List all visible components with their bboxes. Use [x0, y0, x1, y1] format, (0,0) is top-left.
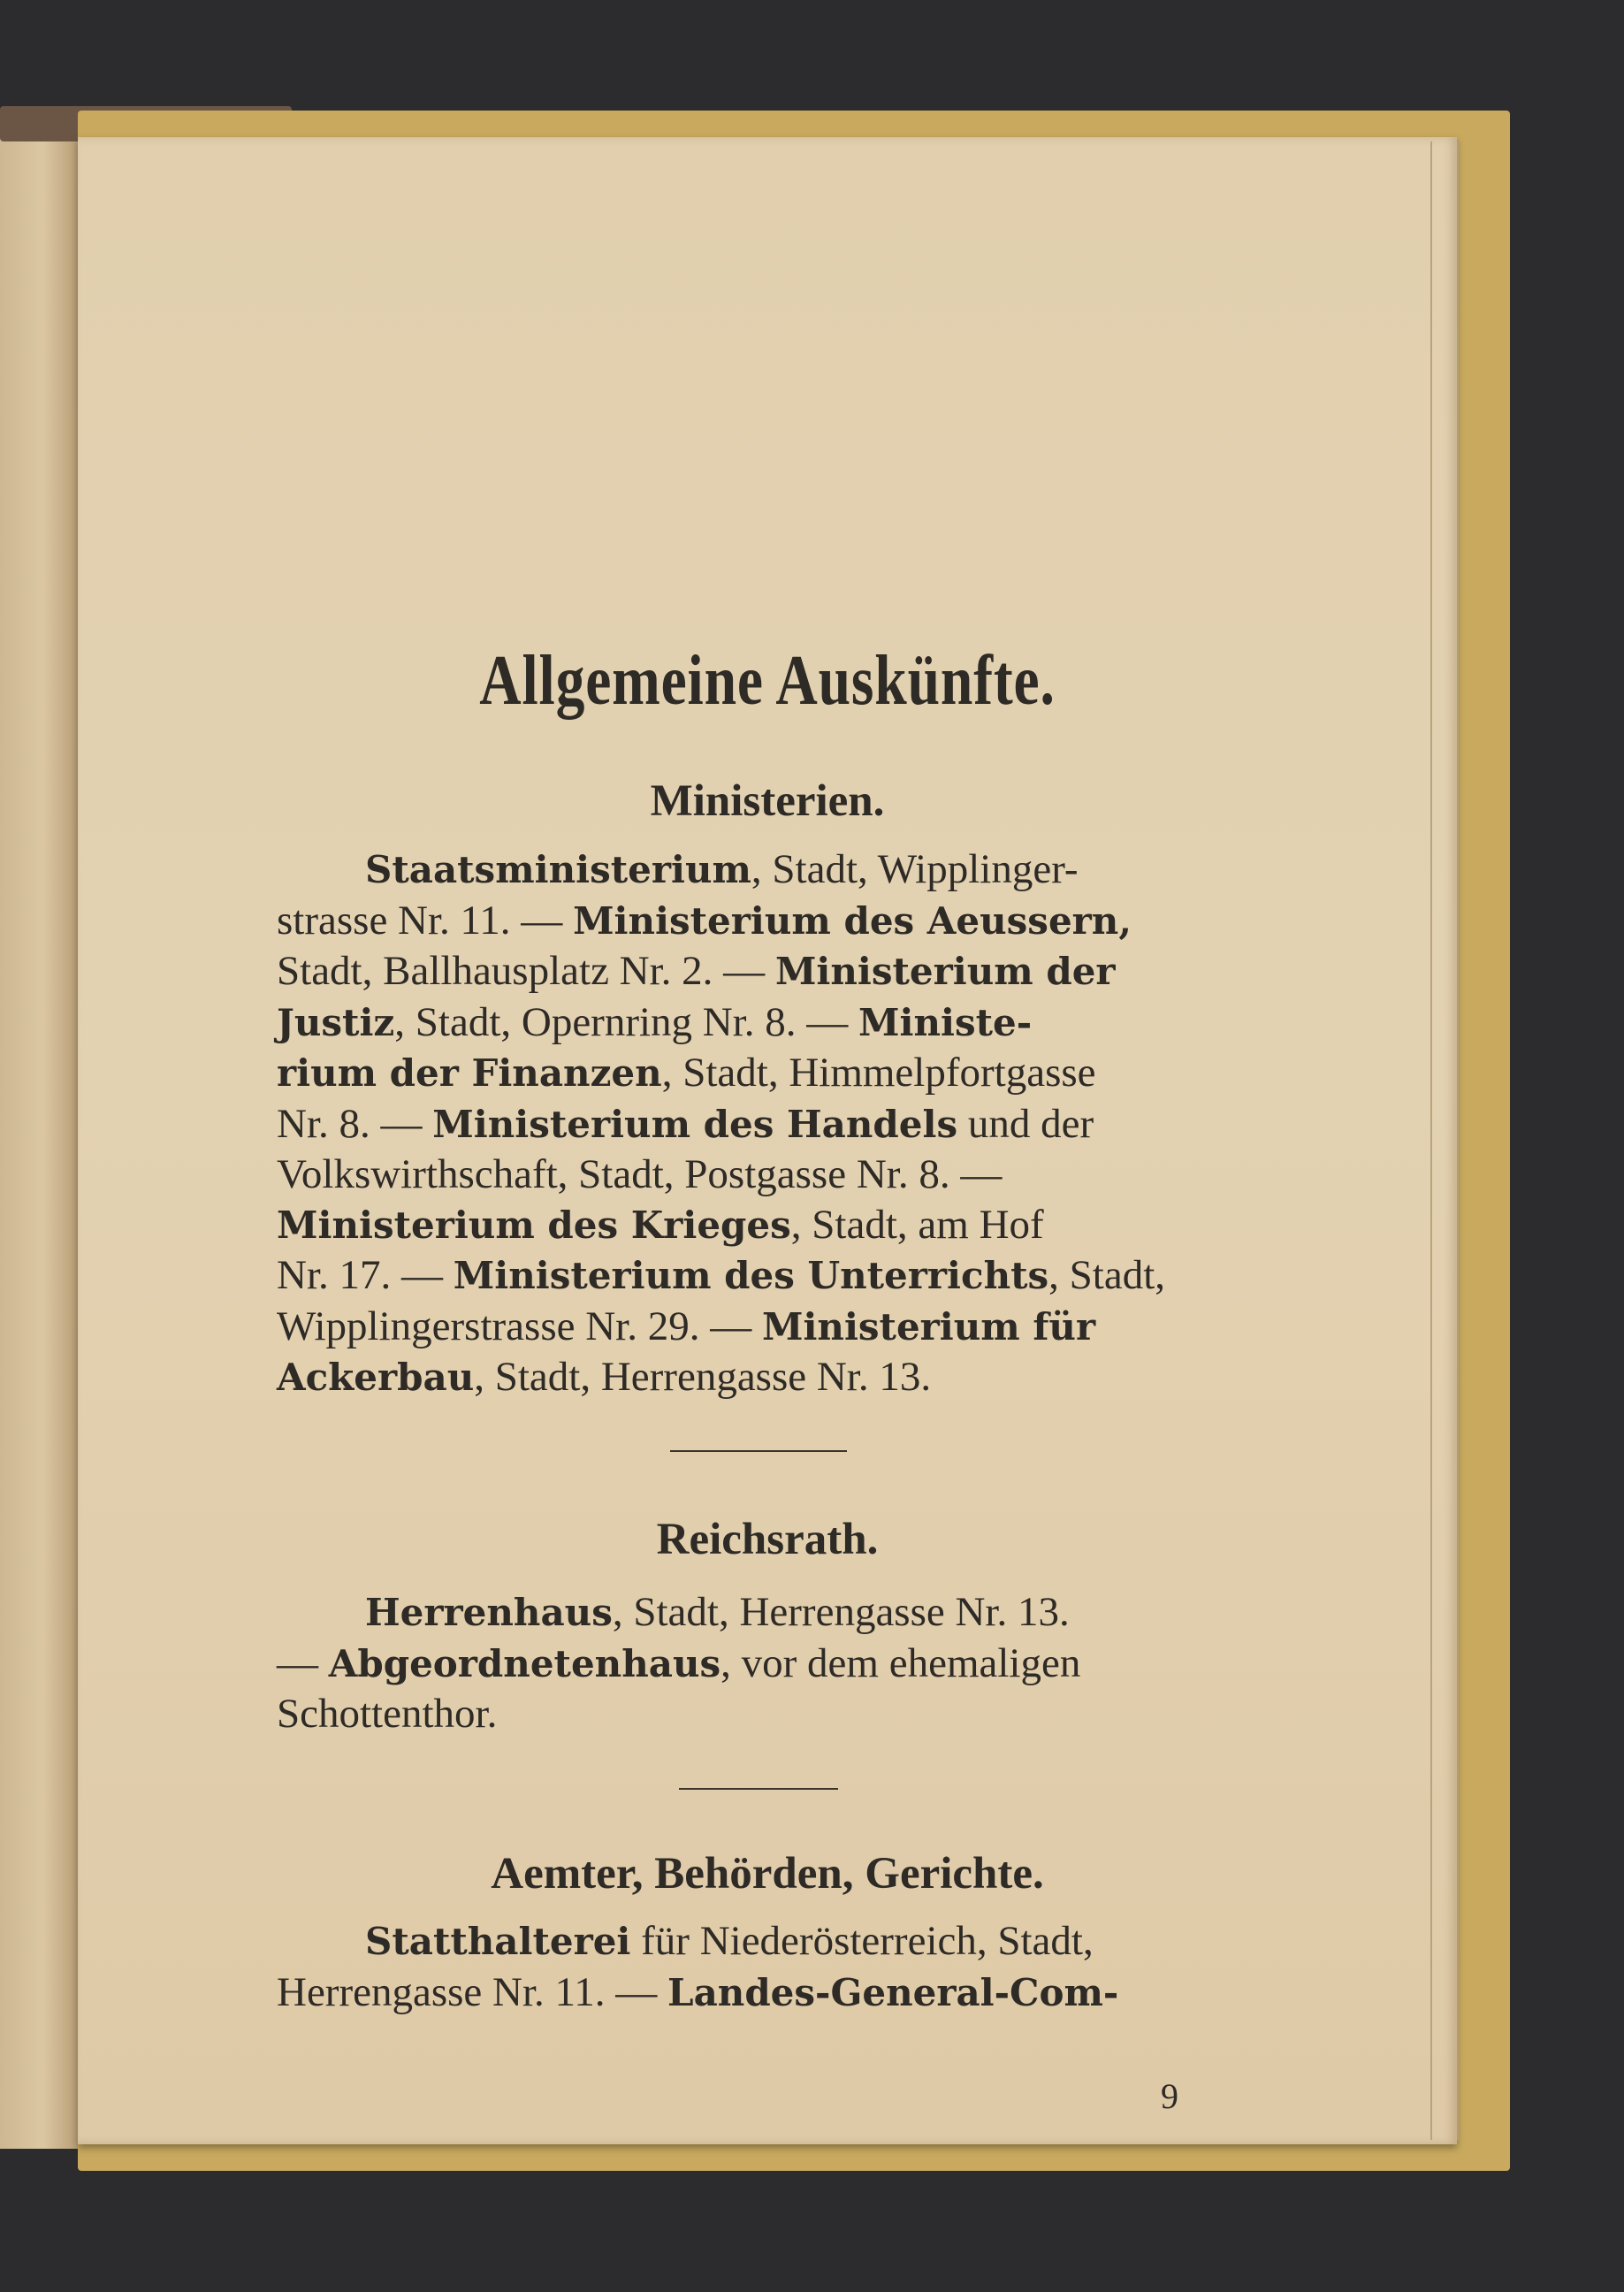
text-line: [277, 1916, 1324, 1967]
text-run: Nr. 8. —: [277, 1100, 433, 1147]
text-run: Herrengasse Nr. 11. —: [277, 1968, 668, 2015]
bold-keyword: Ministerium des Aeussern,: [573, 898, 1132, 943]
text-run: , Stadt, Himmelpfortgasse: [661, 1050, 1096, 1096]
text-line: [277, 1250, 1324, 1302]
page-stack-edge: [1430, 141, 1459, 2140]
bold-keyword: Justiz: [277, 1000, 395, 1044]
text-line: [277, 1048, 1324, 1099]
text-line: [277, 1200, 1324, 1251]
text-line: [277, 1150, 1324, 1200]
text-line: [277, 1302, 1324, 1353]
section-title-ministerien: Ministerien.: [650, 776, 885, 826]
section-body-reichsrath: [277, 1587, 1324, 1739]
text-run: für Niederösterreich, Stadt,: [630, 1918, 1094, 1964]
text-line: [277, 1639, 1324, 1690]
page-heading: Allgemeine Auskünfte.: [479, 642, 1056, 720]
text-line: [277, 1587, 1324, 1639]
text-run: strasse Nr. 11. —: [277, 897, 574, 944]
text-run: Wipplingerstrasse Nr. 29. —: [277, 1303, 762, 1349]
text-run: , Stadt, Herrengasse Nr. 13.: [474, 1354, 932, 1400]
bold-keyword: Ackerbau: [277, 1356, 475, 1399]
text-line: [277, 1352, 1324, 1403]
text-run: Volkswirthschaft, Stadt, Postgasse Nr. 8. —: [277, 1151, 1003, 1197]
text-line: [277, 1099, 1324, 1150]
previous-page-edge: [0, 115, 80, 2149]
section-title-reichsrath: Reichsrath.: [656, 1515, 879, 1564]
text-run: , Stadt, am Hof: [790, 1201, 1044, 1248]
section-title-aemter: Aemter, Behörden, Gerichte.: [491, 1849, 1044, 1899]
book-page: [78, 137, 1457, 2144]
bold-keyword: Herrenhaus: [365, 1591, 613, 1634]
bold-keyword: Abgeordnetenhaus: [328, 1641, 721, 1685]
section-body-aemter: [277, 1916, 1324, 2018]
section-divider: [679, 1788, 838, 1790]
text-line: [277, 1689, 1324, 1739]
text-run: , Stadt, Herrengasse Nr. 13.: [612, 1589, 1070, 1635]
text-run: Schottenthor.: [277, 1691, 498, 1737]
text-run: —: [277, 1639, 329, 1686]
bold-keyword: Statthalterei: [365, 1920, 631, 1963]
text-run: und der: [957, 1100, 1094, 1147]
bold-keyword: Ministerium des Unterrichts: [453, 1254, 1049, 1297]
text-run: , Stadt, Opernring Nr. 8. —: [394, 998, 859, 1045]
text-run: , Stadt, Wipplinger-: [751, 846, 1079, 892]
page-number: 9: [1161, 2076, 1178, 2116]
bold-keyword: rium der Finanzen: [277, 1051, 662, 1095]
text-line: [277, 1967, 1324, 2019]
section-body-ministerien: [277, 844, 1324, 1403]
text-line: [277, 896, 1324, 947]
bold-keyword: Ministe-: [858, 1000, 1033, 1044]
bold-keyword: Staatsministerium: [365, 848, 751, 891]
text-line: [277, 946, 1324, 997]
text-run: , Stadt,: [1048, 1252, 1166, 1298]
bold-keyword: Ministerium für: [761, 1304, 1096, 1348]
bold-keyword: Landes-General-Com-: [667, 1970, 1119, 2014]
bold-keyword: Ministerium des Krieges: [277, 1203, 791, 1247]
text-run: , vor dem ehemaligen: [721, 1639, 1081, 1686]
text-line: [277, 997, 1324, 1049]
text-line: [277, 844, 1324, 896]
bold-keyword: Ministerium des Handels: [432, 1102, 958, 1146]
text-run: Nr. 17. —: [277, 1252, 454, 1298]
text-run: Stadt, Ballhausplatz Nr. 2. —: [277, 948, 775, 994]
section-divider: [670, 1450, 847, 1452]
bold-keyword: Ministerium der: [774, 950, 1116, 993]
